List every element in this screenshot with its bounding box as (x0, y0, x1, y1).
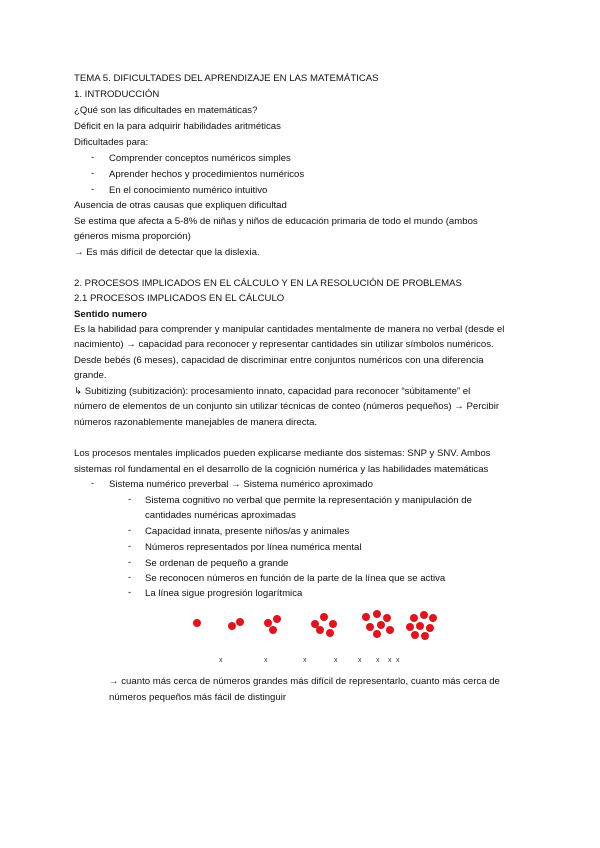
sub-list-item: Sistema cognitivo no verbal que permite la representación y manipulación de (145, 495, 472, 506)
paragraph-conclusion-cont: números pequeños más fácil de distinguir (109, 692, 287, 703)
paragraph-bebes-cont: grande. (74, 370, 107, 381)
dot (410, 614, 418, 622)
doc-title: TEMA 5. DIFICULTADES DEL APRENDIZAJE EN LAS MATEMÁTICAS (74, 73, 379, 84)
paragraph-procesos: Los procesos mentales implicados pueden explicarse mediante dos sistemas: SNP y SNV. Ambos (74, 448, 491, 459)
paragraph-bebes: Desde bebés (6 meses), capacidad de discriminar entre conjuntos numéricos con una diferencia (74, 355, 484, 366)
dot (373, 610, 381, 618)
heading-introduccion: 1. INTRODUCCIÓN (74, 89, 160, 100)
bullet-dash: - (128, 557, 132, 568)
bullet-dash: - (91, 168, 95, 179)
dot (329, 620, 337, 628)
tick-mark: x (264, 657, 268, 664)
sub-list-item: Se ordenan de pequeño a grande (145, 558, 289, 569)
paragraph-procesos-cont: sistemas rol fundamental en el desarrollo de la cognición numérica y las habilidades matemáticas (74, 464, 489, 475)
dot (373, 630, 381, 638)
paragraph-dislexia: → Es más difícil de detectar que la dislexia. (74, 247, 260, 258)
dot (236, 618, 244, 626)
sub-list-item: Capacidad innata, presente niños/as y animales (145, 526, 350, 537)
paragraph-estima-cont: géneros misma proporción) (74, 231, 191, 242)
sub-list-item: Se reconocen números en función de la parte de la línea que se activa (145, 573, 446, 584)
dot (320, 613, 328, 621)
list-item-sistema: Sistema numérico preverbal → Sistema numérico aproximado (109, 479, 373, 490)
dot (426, 624, 434, 632)
dot (269, 626, 277, 634)
sub-list-item: La línea sigue progresión logarítmica (145, 588, 303, 599)
tick-mark: x (396, 657, 400, 664)
heading-2-1: 2.1 PROCESOS IMPLICADOS EN EL CÁLCULO (74, 293, 285, 304)
paragraph-ausencia: Ausencia de otras causas que expliquen dificultad (74, 200, 287, 211)
dot (406, 623, 414, 631)
dot (326, 629, 334, 637)
paragraph-conclusion: → cuanto más cerca de números grandes más difícil de representarlo, cuanto más cerca de (109, 676, 500, 687)
dot (420, 611, 428, 619)
tick-mark: x (388, 657, 392, 664)
paragraph-subitizing-end: números razonablemente manejables de manera directa. (74, 417, 318, 428)
bullet-dash: - (128, 525, 132, 536)
dot (429, 614, 437, 622)
bullet-dash: - (128, 541, 132, 552)
bullet-dash: - (128, 587, 132, 598)
dot (411, 631, 419, 639)
paragraph-estima: Se estima que afecta a 5-8% de niñas y niños de educación primaria de todo el mundo (ambos (74, 216, 478, 227)
bullet-dash: - (128, 494, 132, 505)
paragraph-habilidad-cont: nacimiento) → capacidad para reconocer y representar cantidades sin utilizar símbolos numéricos. (74, 339, 494, 350)
list-item: Aprender hechos y procedimientos numéricos (109, 169, 305, 180)
dot (228, 622, 236, 630)
bullet-dash: - (91, 152, 95, 163)
dot (383, 614, 391, 622)
dot (316, 626, 324, 634)
paragraph-subitizing: ↳ Subitizing (subitización): procesamiento innato, capacidad para reconocer “súbitamente” el (74, 386, 471, 397)
dot (421, 632, 429, 640)
tick-mark: x (303, 657, 307, 664)
tick-mark: x (358, 657, 362, 664)
dot (362, 613, 370, 621)
paragraph-dificultades: Dificultades para: (74, 137, 149, 148)
dot (273, 615, 281, 623)
dot (366, 623, 374, 631)
paragraph-subitizing-cont: número de elementos de un conjunto sin utilizar técnicas de conteo (números pequeños) → Percibir (74, 401, 500, 412)
tick-mark: x (219, 657, 223, 664)
tick-mark: x (376, 657, 380, 664)
dot (377, 621, 385, 629)
bullet-dash: - (91, 478, 95, 489)
paragraph-deficit: Déficit en la para adquirir habilidades aritméticas (74, 121, 281, 132)
bullet-dash: - (91, 184, 95, 195)
list-item: En el conocimiento numérico intuitivo (109, 185, 268, 196)
dot (193, 619, 201, 627)
dot (416, 622, 424, 630)
heading-sentido-numero: Sentido numero (74, 309, 148, 320)
sub-list-item-cont: cantidades numéricas aproximadas (145, 510, 296, 521)
bullet-dash: - (128, 572, 132, 583)
tick-mark: x (334, 657, 338, 664)
question: ¿Qué son las dificultades en matemáticas? (74, 105, 258, 116)
sub-list-item: Números representados por línea numérica mental (145, 542, 362, 553)
dot (386, 626, 394, 634)
paragraph-habilidad: Es la habilidad para comprender y manipular cantidades mentalmente de manera no verbal (desde el (74, 324, 505, 335)
list-item: Comprender conceptos numéricos simples (109, 153, 291, 164)
heading-procesos: 2. PROCESOS IMPLICADOS EN EL CÁLCULO Y EN LA RESOLUCIÓN DE PROBLEMAS (74, 278, 462, 289)
